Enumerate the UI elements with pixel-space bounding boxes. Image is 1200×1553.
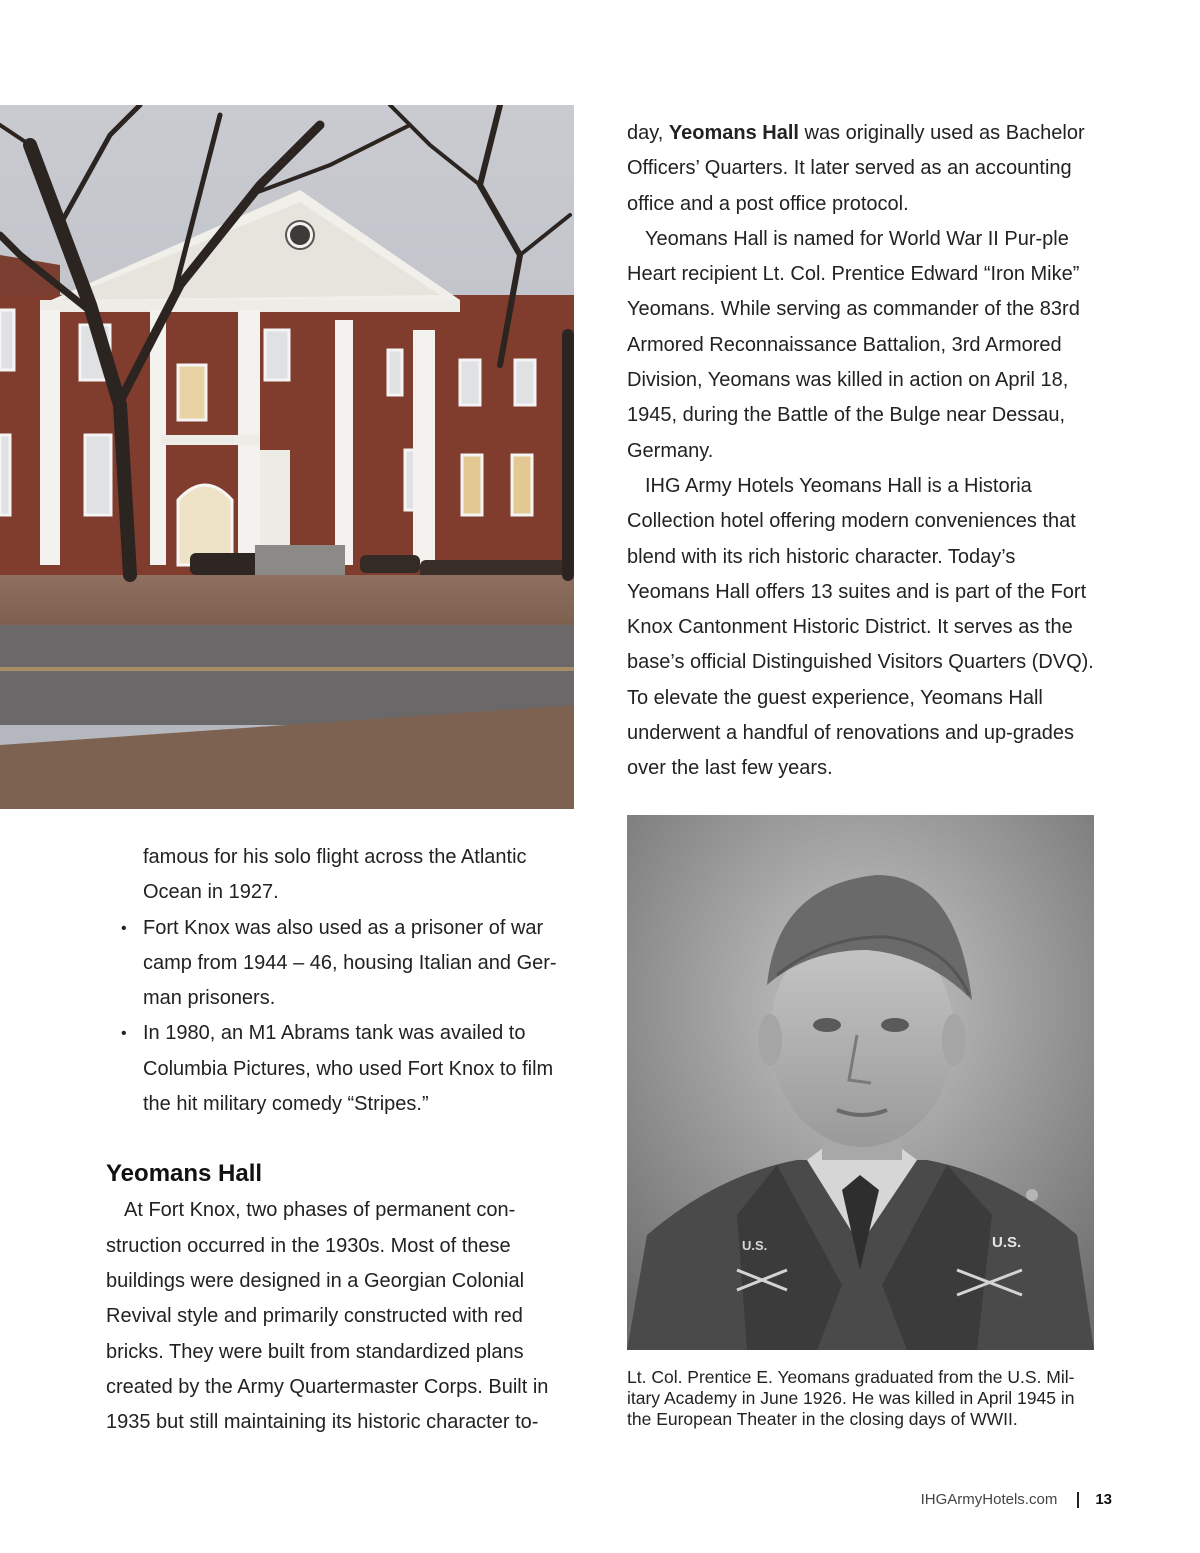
yeomans-hall-bold: Yeomans Hall [668,122,799,144]
left-column-text [106,840,576,1440]
footer-divider [1077,1492,1079,1508]
list-item: • In 1980, an M1 Abrams tank was availed to Columbia Pictures, who used Fort Knox to film the hit military comedy “Stripes.” [106,1016,576,1122]
website-link[interactable]: IHGArmyHotels.com [920,1491,1058,1508]
fact-list [106,840,576,1122]
page-number: 13 [1095,1491,1112,1508]
list-item: famous for his solo flight across the Atlantic Ocean in 1927. [143,846,527,904]
yeomans-portrait-photo [627,815,1094,1350]
portrait-caption: Lt. Col. Prentice E. Yeomans graduated from the U.S. Mil-itary Academy in June 1926. He was killed in April 1945 in the European Theater in the closing days of WWII. [627,1367,1075,1429]
list-item: • Fort Knox was also used as a prisoner of war camp from 1944 – 46, housing Italian and Ger-man prisoners. [106,911,576,1017]
yeomans-hall-photo [0,105,574,809]
insignia-us-left: U.S. [742,1238,768,1253]
section-heading: Yeomans Hall [106,1160,263,1188]
insignia-us-right: U.S. [992,1234,1022,1251]
right-column-text [627,116,1102,787]
paragraph-history: At Fort Knox, two phases of permanent con-struction occurred in the 1930s. Most of these buildings were designed in a Georgian Colonial Revival style and primarily constructed with red bricks. They were built from standardized plans created by the Army Quartermaster Corps. Built in 1935 but still maintaining its historic character to- [106,1199,549,1434]
paragraph-hotel: IHG Army Hotels Yeomans Hall is a Historia Collection hotel offering modern conveniences that blend with its rich historic character. Today’s Yeomans Hall offers 13 suites and is part of the Fort Knox Cantonment Historic District. It serves as the base’s official Distinguished Visitors Quarters (DVQ). To elevate the guest experience, Yeomans Hall underwent a handful of renovations and up-grades over the last few years. [627,474,1094,780]
page-footer [921,1491,1112,1508]
paragraph-intro: day, Yeomans Hall was originally used as Bachelor Officers’ Quarters. It later served as an accounting office and a post office protocol. [627,122,1085,215]
paragraph-namesake: Yeomans Hall is named for World War II Pur-ple Heart recipient Lt. Col. Prentice Edward “Iron Mike” Yeomans. While serving as commander of the 83rd Armored Reconnaissance Battalion, 3rd Armored Division, Yeomans was killed in action on April 18, 1945, during the Battle of the Bulge near Dessau, Germany. [627,227,1080,462]
